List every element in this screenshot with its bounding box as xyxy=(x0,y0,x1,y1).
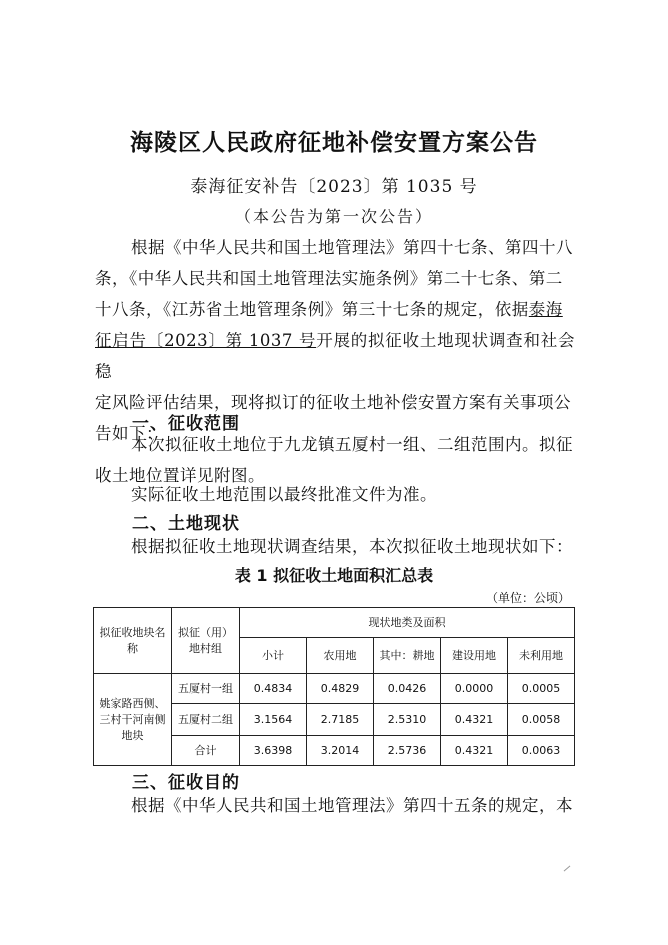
value-cell: 0.4321 xyxy=(441,704,508,736)
column-header: 农用地 xyxy=(307,638,374,674)
value-cell: 0.0063 xyxy=(508,736,575,766)
intro-line: 定风险评估结果，现将拟订的征收土地补偿安置方案有关事项公 xyxy=(95,393,571,412)
value-cell: 0.4321 xyxy=(441,736,508,766)
group-cell: 合计 xyxy=(172,736,240,766)
value-cell: 2.7185 xyxy=(307,704,374,736)
page-title: 海陵区人民政府征地补偿安置方案公告 xyxy=(130,130,538,156)
intro-line-text: 开展的拟征收土地现状调查和社会稳 xyxy=(95,331,575,381)
section1-text xyxy=(95,429,575,460)
value-cell: 0.0426 xyxy=(374,674,441,704)
value-cell: 0.0005 xyxy=(508,674,575,704)
group-cell: 五厦村二组 xyxy=(172,704,240,736)
document-subtitle: （本公告为第一次公告） xyxy=(234,207,433,226)
value-cell: 3.1564 xyxy=(240,704,307,736)
document-number: 泰海征安补告〔2023〕第 1035 号 xyxy=(190,177,478,197)
value-cell: 0.4834 xyxy=(240,674,307,704)
reference-link-part: 征启告〔2023〕第 1037 号 xyxy=(95,331,317,350)
group-cell: 五厦村一组 xyxy=(172,674,240,704)
section1-line: 本次拟征收土地位于九龙镇五厦村一组、二组范围内。拟征 xyxy=(131,435,573,454)
intro-line: 条，《中华人民共和国土地管理法实施条例》第二十七条、第二 xyxy=(95,269,563,288)
value-cell: 3.6398 xyxy=(240,736,307,766)
reference-link-part: 泰海 xyxy=(528,300,563,319)
column-header: 其中：耕地 xyxy=(374,638,441,674)
intro-line: 根据《中华人民共和国土地管理法》第四十七条、第四十八 xyxy=(131,238,573,257)
section-heading: 一、征收范围 xyxy=(132,414,240,434)
value-cell: 3.2014 xyxy=(307,736,374,766)
value-cell: 0.0000 xyxy=(441,674,508,704)
section1-line: 收土地位置详见附图。 xyxy=(95,466,265,485)
column-header: 建设用地 xyxy=(441,638,508,674)
table-unit: （单位：公顷） xyxy=(485,591,570,605)
header-block-name: 拟征收地块名称 xyxy=(94,608,172,674)
column-header: 小计 xyxy=(240,638,307,674)
value-cell: 2.5310 xyxy=(374,704,441,736)
intro-line xyxy=(95,294,575,325)
table-title: 表 1 拟征收土地面积汇总表 xyxy=(234,566,434,585)
intro-line: 告如下： xyxy=(95,424,163,443)
value-cell: 0.4829 xyxy=(307,674,374,704)
section3-line: 根据《中华人民共和国土地管理法》第四十五条的规定，本 xyxy=(131,796,573,815)
header-village-group: 拟征（用）地村组 xyxy=(172,608,240,674)
section-heading: 二、土地现状 xyxy=(132,514,240,534)
land-area-table xyxy=(93,607,575,766)
intro-line-text: 十八条，《江苏省土地管理条例》第三十七条的规定，依据 xyxy=(95,300,529,319)
table-row xyxy=(94,674,575,704)
scan-mark xyxy=(564,866,571,872)
header-area: 现状地类及面积 xyxy=(240,608,575,638)
section2-line: 根据拟征收土地现状调查结果，本次拟征收土地现状如下： xyxy=(131,537,573,556)
block-name-cell: 姚家路西侧、三村干河南侧地块 xyxy=(94,674,172,766)
value-cell: 2.5736 xyxy=(374,736,441,766)
intro-line xyxy=(95,325,575,387)
section-heading: 三、征收目的 xyxy=(132,773,240,793)
column-header: 未利用地 xyxy=(508,638,575,674)
value-cell: 0.0058 xyxy=(508,704,575,736)
section1-line: 实际征收土地范围以最终批准文件为准。 xyxy=(131,485,437,504)
